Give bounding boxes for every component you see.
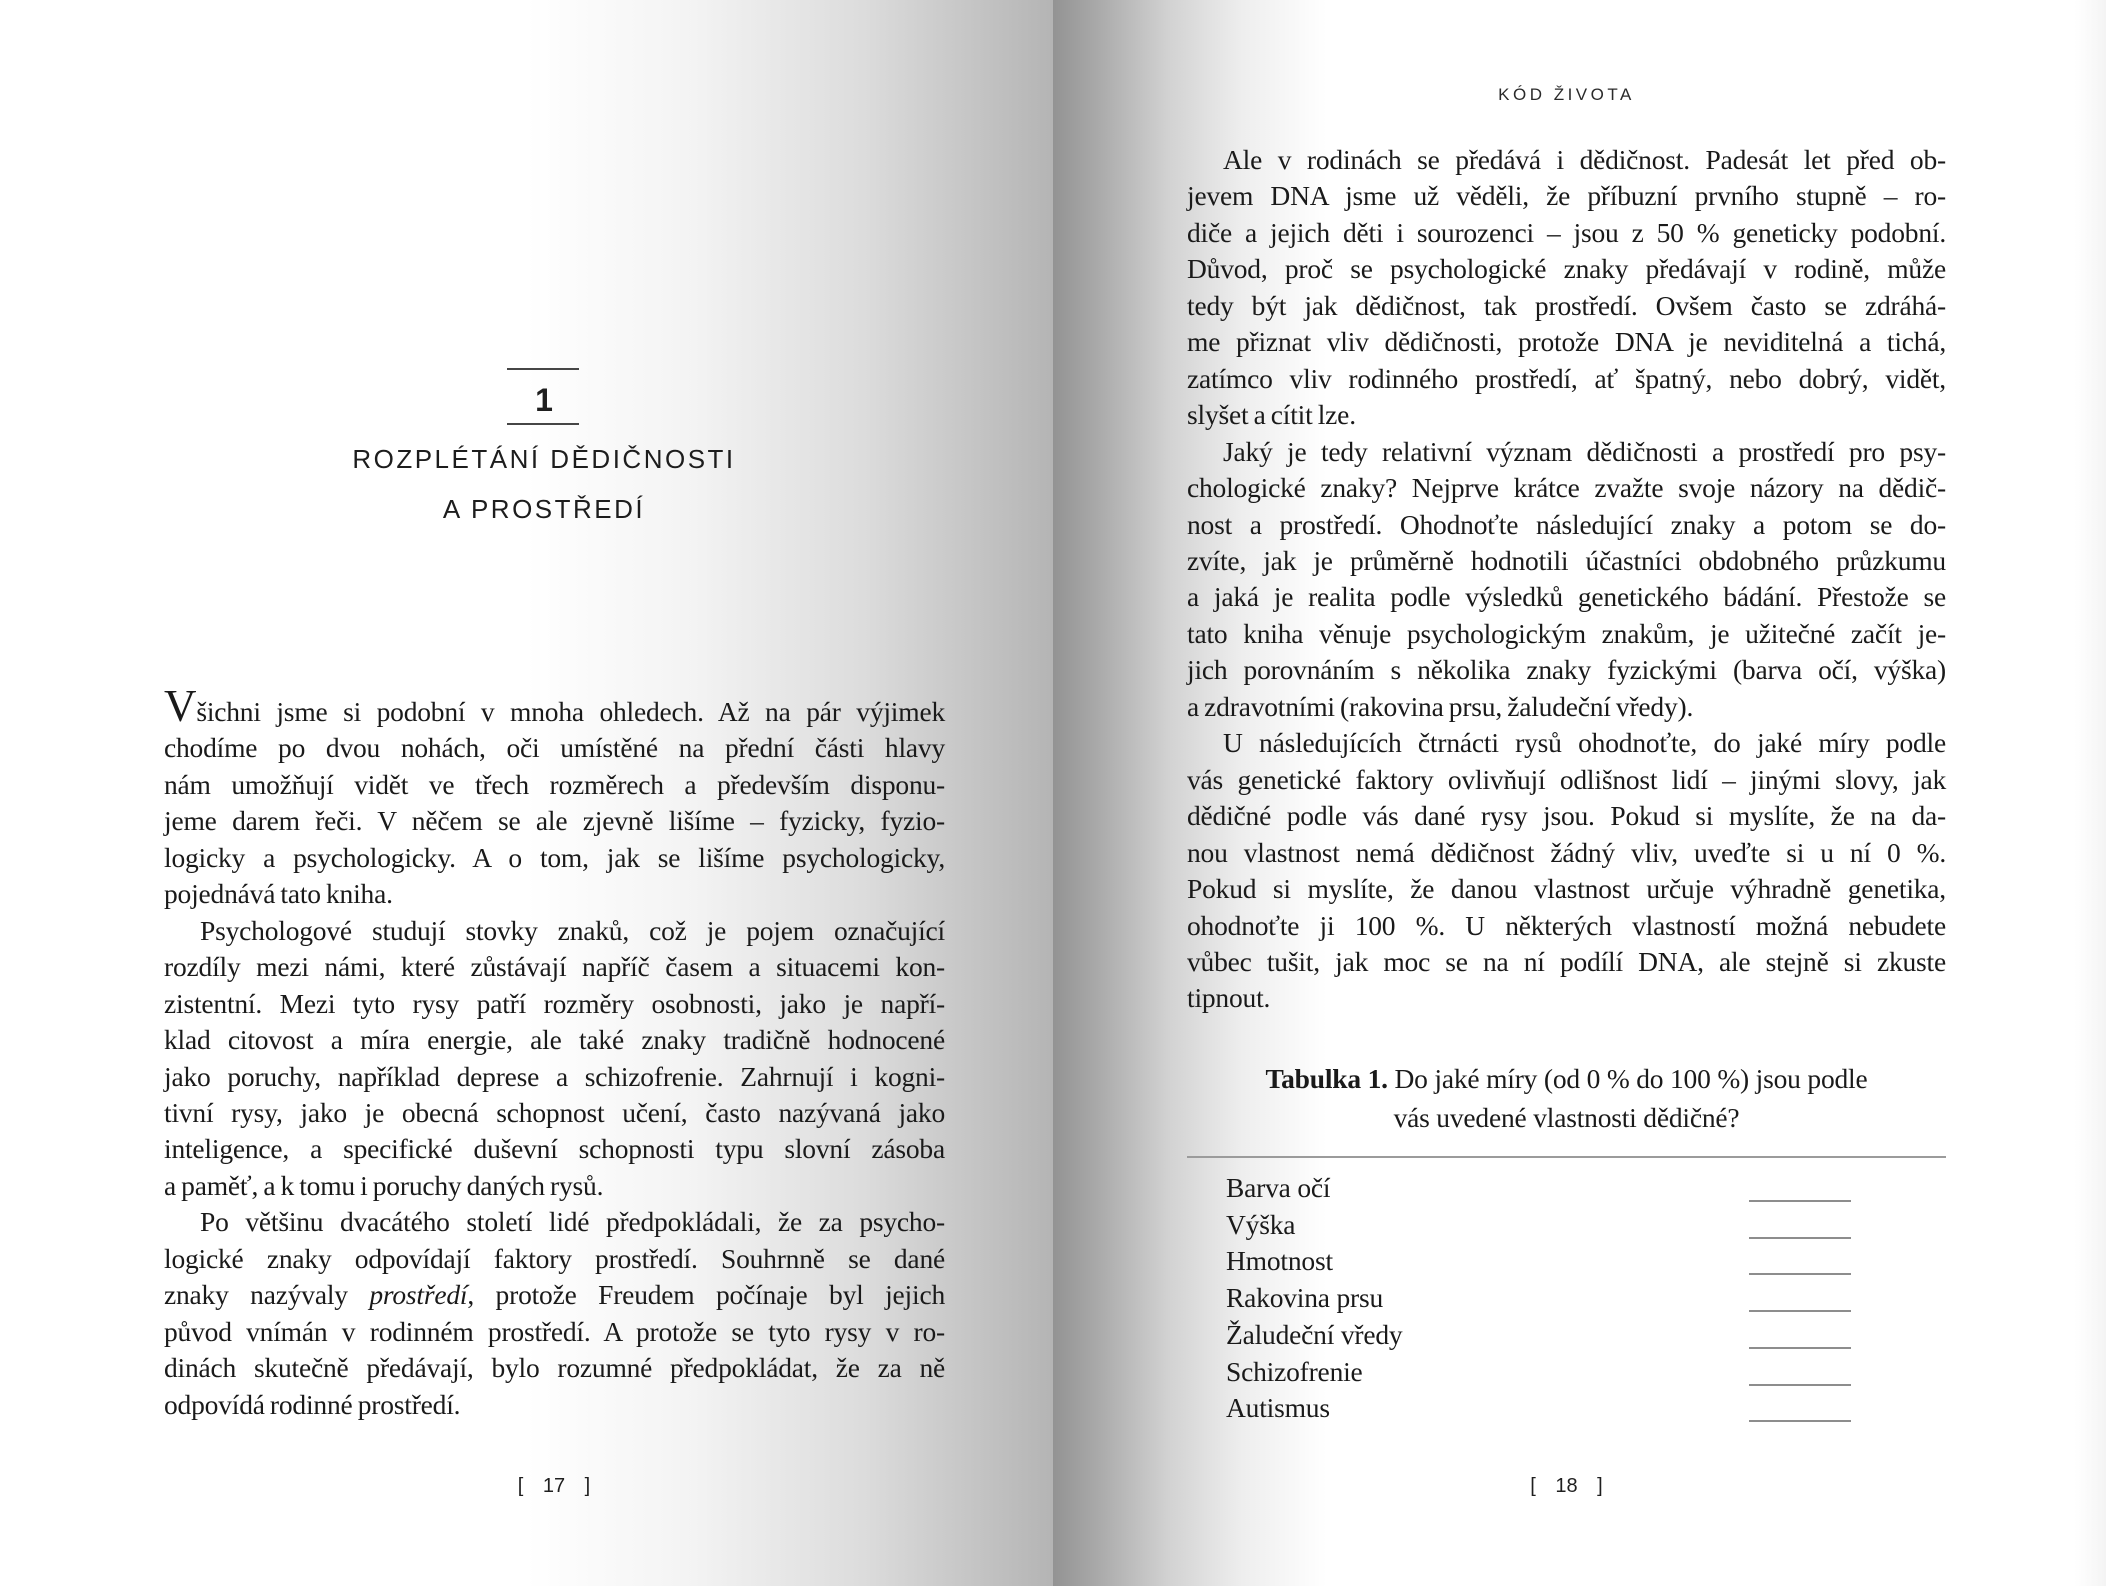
trait-label: Žaludeční vředy — [1226, 1318, 1403, 1350]
right-page-body — [1187, 142, 1946, 1017]
body-line: nám umožňují vidět ve třech rozměrech a především disponu- — [164, 768, 945, 800]
body-line: zatímco vliv rodinného prostředí, ať špatný, nebo dobrý, vidět, — [1187, 362, 1946, 394]
trait-label: Hmotnost — [1226, 1245, 1333, 1277]
body-line: Důvod, proč se psychologické znaky předávají v rodině, může — [1187, 253, 1946, 285]
body-line: jako poruchy, například deprese a schizofrenie. Zahrnují i kogni- — [164, 1060, 945, 1092]
body-line: chologické znaky? Nejprve krátce zvažte svoje názory na dědič- — [1187, 472, 1946, 504]
body-line: zvíte, jak je průměrně hodnotili účastníci obdobného průzkumu — [1187, 544, 1946, 576]
body-line: logické znaky odpovídají faktory prostředí. Souhrnně se dané — [164, 1242, 945, 1274]
chapter-number: 1 — [535, 382, 553, 418]
body-line: U následujících čtrnácti rysů ohodnoťte, do jaké míry podle — [1223, 727, 1946, 759]
trait-label: Výška — [1226, 1208, 1296, 1240]
body-line: jeme darem řeči. V něčem se ale zjevně lišíme – fyzicky, fyzio- — [164, 805, 945, 837]
answer-blank-line — [1749, 1237, 1851, 1239]
chapter-rule-top — [507, 368, 579, 370]
body-line: Jaký je tedy relativní význam dědičnosti a prostředí pro psy- — [1223, 435, 1946, 467]
table-row — [1187, 1390, 1946, 1427]
body-line: Pokud si myslíte, že danou vlastnost určuje výhradně genetika, — [1187, 873, 1946, 905]
table-row — [1187, 1170, 1946, 1207]
body-line: Všichni jsme si podobní v mnoha ohledech. Až na pár výjimek — [164, 681, 945, 731]
body-line: ohodnoťte ji 100 %. U některých vlastností možná nebudete — [1187, 909, 1946, 941]
body-line: diče a jejich děti i sourozenci – jsou z 50 % geneticky podobní. — [1187, 216, 1946, 248]
table-row — [1187, 1317, 1946, 1354]
table-caption-line: Tabulka 1. Do jaké míry (od 0 % do 100 %) jsou podle — [1265, 1063, 1868, 1094]
body-line: me přiznat vliv dědičnosti, protože DNA je neviditelná a tichá, — [1187, 326, 1946, 358]
body-line: tato kniha věnuje psychologickým znakům, je užitečné začít je- — [1187, 617, 1946, 649]
heritability-table — [1187, 1170, 1946, 1427]
trait-label: Rakovina prsu — [1226, 1282, 1384, 1314]
body-line: logicky a psychologicky. A o tom, jak se lišíme psychologicky, — [164, 841, 945, 873]
answer-blank-line — [1749, 1384, 1851, 1386]
body-line: pojednává tato kniha. — [164, 878, 393, 910]
body-line: Psychologové studují stovky znaků, což je pojem označující — [200, 914, 945, 946]
table-top-rule — [1187, 1156, 1946, 1158]
trait-label: Schizofrenie — [1226, 1355, 1363, 1387]
body-line: vás genetické faktory ovlivňují odlišnost lidí – jinými slovy, jak — [1187, 763, 1946, 795]
body-line: Po většinu dvacátého století lidé předpokládali, že za psycho- — [200, 1206, 945, 1238]
table-row — [1187, 1280, 1946, 1317]
table-caption — [1187, 1059, 1946, 1137]
paragraph — [164, 1204, 945, 1423]
answer-blank-line — [1749, 1273, 1851, 1275]
answer-blank-line — [1749, 1310, 1851, 1312]
body-line: a zdravotními (rakovina prsu, žaludeční vředy). — [1187, 690, 1694, 722]
paragraph — [1187, 725, 1946, 1017]
body-line: znaky nazývaly prostředí, protože Freudem počínaje byl jejich — [164, 1279, 945, 1311]
answer-blank-line — [1749, 1200, 1851, 1202]
body-line: nost a prostředí. Ohodnoťte následující znaky a potom se do- — [1187, 508, 1946, 540]
paragraph — [164, 913, 945, 1205]
body-line: a jaká je realita podle výsledků genetického bádání. Přestože se — [1187, 581, 1946, 613]
body-line: jich porovnáním s několika znaky fyzickými (barva očí, výška) — [1187, 654, 1946, 686]
body-line: vůbec tušit, jak moc se na ní podílí DNA, ale stejně si zkuste — [1187, 945, 1946, 977]
body-line: a paměť, a k tomu i poruchy daných rysů. — [164, 1169, 604, 1201]
paragraph — [1187, 434, 1946, 726]
body-line: tipnout. — [1187, 982, 1271, 1014]
drop-cap: V — [164, 681, 197, 731]
right-page — [1053, 0, 2106, 1586]
answer-blank-line — [1749, 1347, 1851, 1349]
table-caption-line: vás uvedené vlastnosti dědičné? — [1393, 1102, 1740, 1133]
body-line: tedy být jak dědičnost, tak prostředí. Ovšem často se zdráhá- — [1187, 289, 1946, 321]
body-line: dinách skutečně předávají, bylo rozumné předpokládat, že za ně — [164, 1352, 945, 1384]
body-line: inteligence, a specifické duševní schopnosti typu slovní zásoba — [164, 1133, 945, 1165]
paragraph — [164, 681, 945, 913]
running-header: KÓD ŽIVOTA — [1498, 85, 1635, 104]
chapter-title-line: A PROSTŘEDÍ — [442, 494, 646, 524]
body-line: klad citovost a míra energie, ale také znaky tradičně hodnocené — [164, 1024, 945, 1056]
left-page-number: [ 17 ] — [517, 1475, 591, 1497]
body-line: dědičné podle vás dané rysy jsou. Pokud si myslíte, že na da- — [1187, 800, 1946, 832]
body-line: původ vnímán v rodinném prostředí. A protože se tyto rysy v ro- — [164, 1315, 945, 1347]
body-line: chodíme po dvou nohách, oči umístěné na přední části hlavy — [164, 732, 945, 764]
table-row — [1187, 1207, 1946, 1244]
chapter-title-line: ROZPLÉTÁNÍ DĚDIČNOSTI — [352, 444, 736, 474]
body-line: jevem DNA jsme už věděli, že příbuzní prvního stupně – ro- — [1187, 180, 1946, 212]
body-line: tivní rysy, jako je obecná schopnost učení, často nazývaná jako — [164, 1096, 945, 1128]
body-line: zistentní. Mezi tyto rysy patří rozměry osobnosti, jako je napří- — [164, 987, 945, 1019]
table-row — [1187, 1243, 1946, 1280]
answer-blank-line — [1749, 1420, 1851, 1422]
chapter-rule-bottom — [507, 423, 579, 425]
body-line: nou vlastnost nemá dědičnost žádný vliv, uveďte si u ní 0 %. — [1187, 836, 1946, 868]
right-page-number: [ 18 ] — [1530, 1475, 1603, 1497]
body-line: odpovídá rodinné prostředí. — [164, 1388, 461, 1420]
trait-label: Autismus — [1226, 1392, 1330, 1424]
paragraph — [1187, 142, 1946, 434]
body-line: Ale v rodinách se předává i dědičnost. Padesát let před ob- — [1223, 144, 1946, 175]
chapter-title — [164, 434, 924, 534]
body-line: rozdíly mezi námi, které zůstávají napříč časem a situacemi kon- — [164, 951, 945, 983]
trait-label: Barva očí — [1226, 1172, 1331, 1203]
left-page-body — [164, 681, 945, 1423]
body-line: slyšet a cítit lze. — [1187, 399, 1356, 431]
table-row — [1187, 1354, 1946, 1391]
